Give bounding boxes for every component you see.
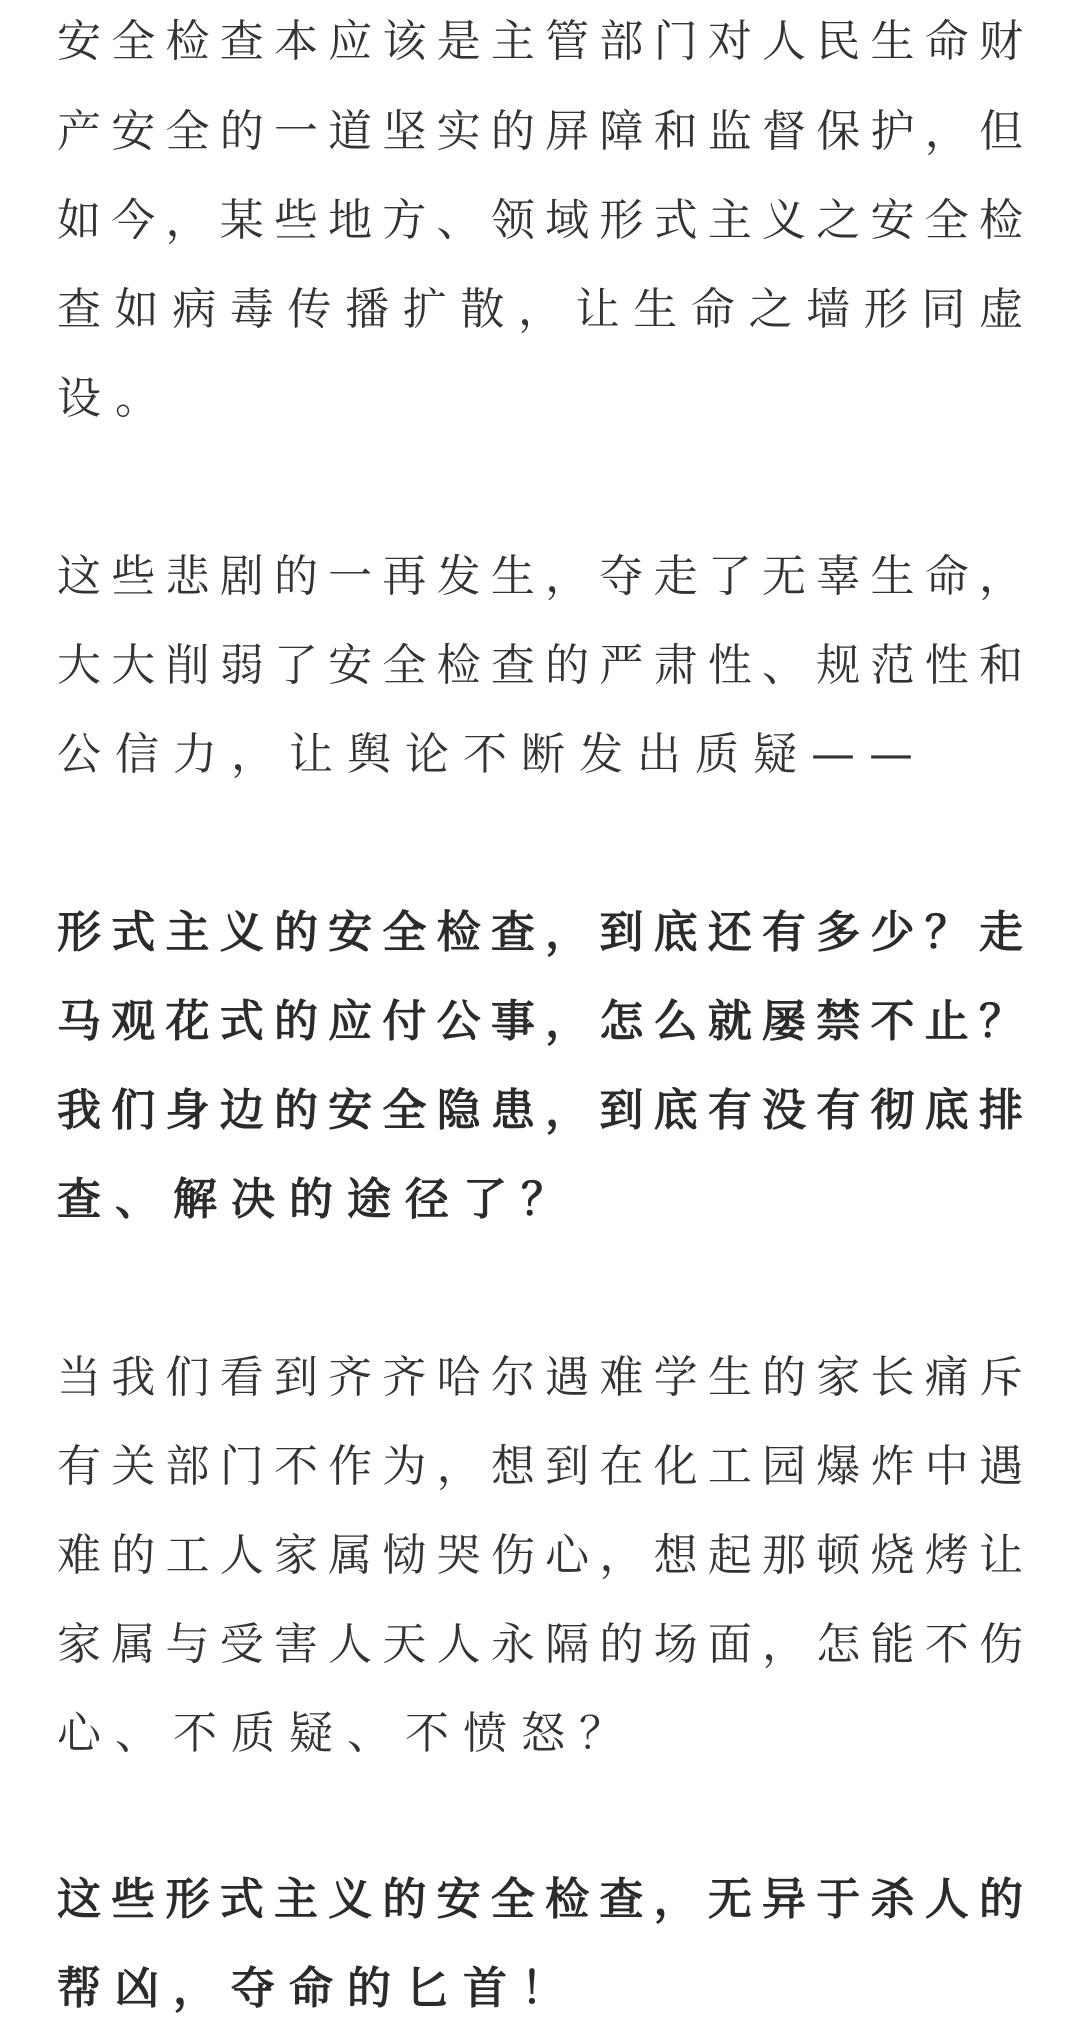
paragraph-2-line-1: 这些悲剧的一再发生，夺走了无辜生命，: [57, 551, 1023, 602]
paragraph-3-line-1: 形式主义的安全检查，到底还有多少？走: [57, 907, 1023, 958]
paragraph-3-line-3: 我们身边的安全隐患，到底有没有彻底排: [57, 1085, 1023, 1136]
paragraph-2-line-2: 大大削弱了安全检查的严肃性、规范性和: [57, 640, 1023, 691]
paragraph-1-line-3: 如今，某些地方、领域形式主义之安全检: [57, 195, 1023, 246]
paragraph-4-line-3: 难的工人家属恸哭伤心，想起那顿烧烤让: [57, 1530, 1023, 1581]
paragraph-1-line-4: 查如病毒传播扩散，让生命之墙形同虚: [57, 284, 1023, 335]
paragraph-2-line-3: 公信力，让舆论不断发出质疑——: [57, 729, 927, 780]
paragraph-3-line-2: 马观花式的应付公事，怎么就屡禁不止？: [57, 996, 1023, 1047]
paragraph-1-line-5: 设。: [57, 373, 173, 424]
paragraph-3-line-4: 查、解决的途径了？: [57, 1174, 579, 1225]
paragraph-4-line-4: 家属与受害人天人永隔的场面，怎能不伤: [57, 1619, 1023, 1670]
paragraph-1-line-2: 产安全的一道坚实的屏障和监督保护，但: [57, 106, 1023, 157]
paragraph-4-line-2: 有关部门不作为，想到在化工园爆炸中遇: [57, 1441, 1023, 1492]
paragraph-4-line-1: 当我们看到齐齐哈尔遇难学生的家长痛斥: [57, 1352, 1023, 1403]
paragraph-5-line-1: 这些形式主义的安全检查，无异于杀人的: [57, 1874, 1023, 1925]
paragraph-1-line-1: 安全检查本应该是主管部门对人民生命财: [57, 16, 1023, 67]
paragraph-5-line-2: 帮凶，夺命的匕首！: [57, 1963, 579, 2014]
paragraph-4-line-5: 心、不质疑、不愤怒？: [57, 1708, 637, 1759]
